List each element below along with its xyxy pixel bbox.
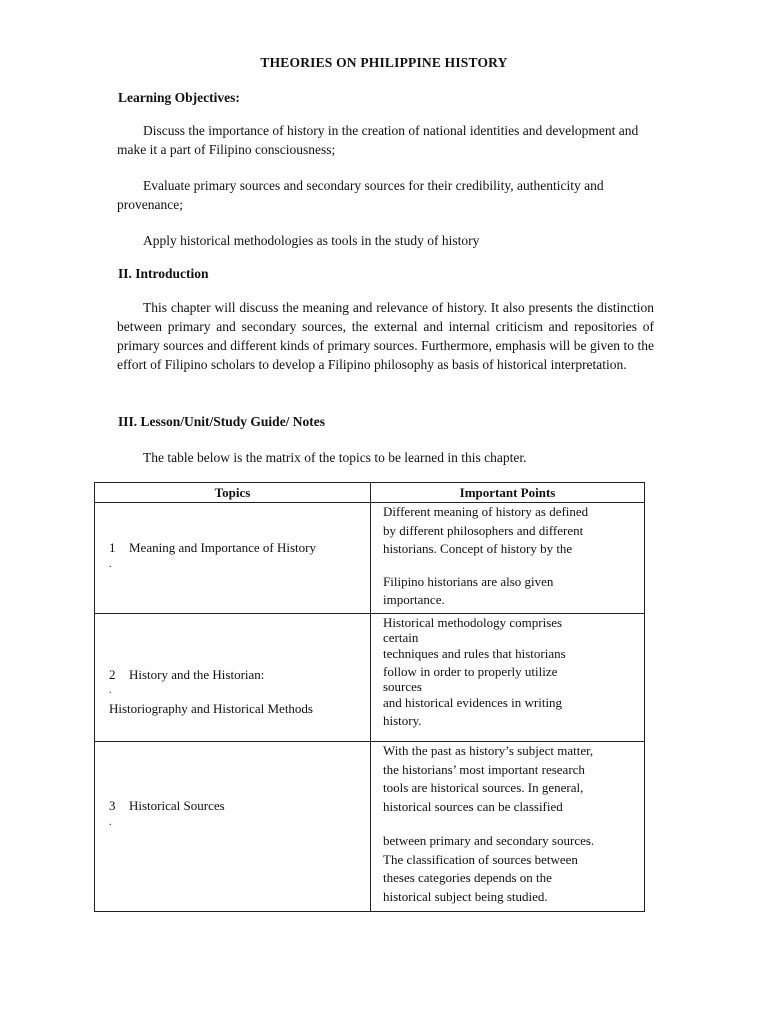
points-cell — [371, 742, 645, 912]
point-line: The classification of sources between — [383, 851, 578, 867]
learning-objectives-heading: Learning Objectives: — [118, 90, 240, 105]
topic-dot: . — [109, 817, 112, 828]
topic-line — [109, 798, 225, 814]
point-line: and historical evidences in writing — [383, 694, 563, 710]
topic-dot: . — [109, 685, 112, 696]
topic-cell — [95, 742, 371, 912]
topic-line — [109, 667, 264, 683]
point-line: sources — [383, 678, 422, 694]
point-line: With the past as history’s subject matter, — [383, 743, 594, 758]
point-line: Different meaning of history as defined — [383, 504, 589, 519]
point-line: by different philosophers and different — [383, 522, 584, 538]
topic-title: Historical Sources — [129, 798, 225, 813]
point-line: Filipino historians are also given — [383, 573, 554, 589]
topic-number: 1 — [109, 540, 116, 555]
point-line: history. — [383, 713, 422, 728]
point-line: follow in order to properly utilize — [383, 663, 558, 679]
point-line: historical subject being studied. — [383, 888, 548, 904]
point-line: techniques and rules that historians — [383, 646, 566, 661]
point-line: historical sources can be classified — [383, 798, 563, 814]
table-row — [95, 742, 645, 912]
introduction-text: This chapter will discuss the meaning and relevance of history. It also presents the distinction between primary and secondary sources, the external and internal criticism and repositories of primary sources and different kinds of primary sources. Furthermore, emphasis will be given to the effort of Filipino scholars to develop a Filipino philosophy as basis of historical interpretation. — [117, 300, 654, 372]
lesson-heading: III. Lesson/Unit/Study Guide/ Notes — [118, 414, 326, 429]
topic-title: History and the Historian: — [129, 667, 265, 682]
table-row — [95, 614, 645, 742]
point-line: the historians’ most important research — [383, 761, 585, 777]
point-line: Historical methodology comprises — [383, 615, 563, 630]
table-row — [95, 503, 645, 614]
important-points-header: Important Points — [371, 483, 645, 503]
point-line: theses categories depends on the — [383, 870, 552, 885]
introduction-heading: II. Introduction — [118, 266, 209, 281]
objective-1: Discuss the importance of history in the creation of national identities and development and make it a part of Filipino consciousness; — [117, 123, 639, 157]
topic-subtitle: Historiography and Historical Methods — [109, 701, 313, 716]
lesson-intro: The table below is the matrix of the topics to be learned in this chapter. — [143, 450, 527, 465]
topics-matrix-table — [94, 482, 645, 912]
topic-title: Meaning and Importance of History — [129, 540, 317, 555]
topic-number: 3 — [109, 798, 116, 813]
point-line: certain — [383, 630, 419, 645]
table-header-row — [95, 483, 645, 503]
point-line: importance. — [383, 592, 445, 607]
topics-header: Topics — [95, 483, 371, 503]
line-gap — [383, 559, 644, 573]
point-line: between primary and secondary sources. — [383, 833, 595, 848]
points-cell — [371, 503, 645, 614]
objective-3: Apply historical methodologies as tools in the study of history — [143, 233, 480, 248]
line-gap — [383, 816, 644, 832]
topic-cell — [95, 614, 371, 742]
document-title: THEORIES ON PHILIPPINE HISTORY — [260, 55, 508, 70]
topic-dot: . — [109, 559, 112, 570]
topic-line — [109, 540, 316, 556]
points-cell — [371, 614, 645, 742]
point-line: tools are historical sources. In general, — [383, 780, 584, 795]
topic-cell — [95, 503, 371, 614]
topic-number: 2 — [109, 667, 116, 682]
point-line: historians. Concept of history by the — [383, 541, 573, 556]
objective-2: Evaluate primary sources and secondary sources for their credibility, authenticity and provenance; — [117, 178, 604, 212]
